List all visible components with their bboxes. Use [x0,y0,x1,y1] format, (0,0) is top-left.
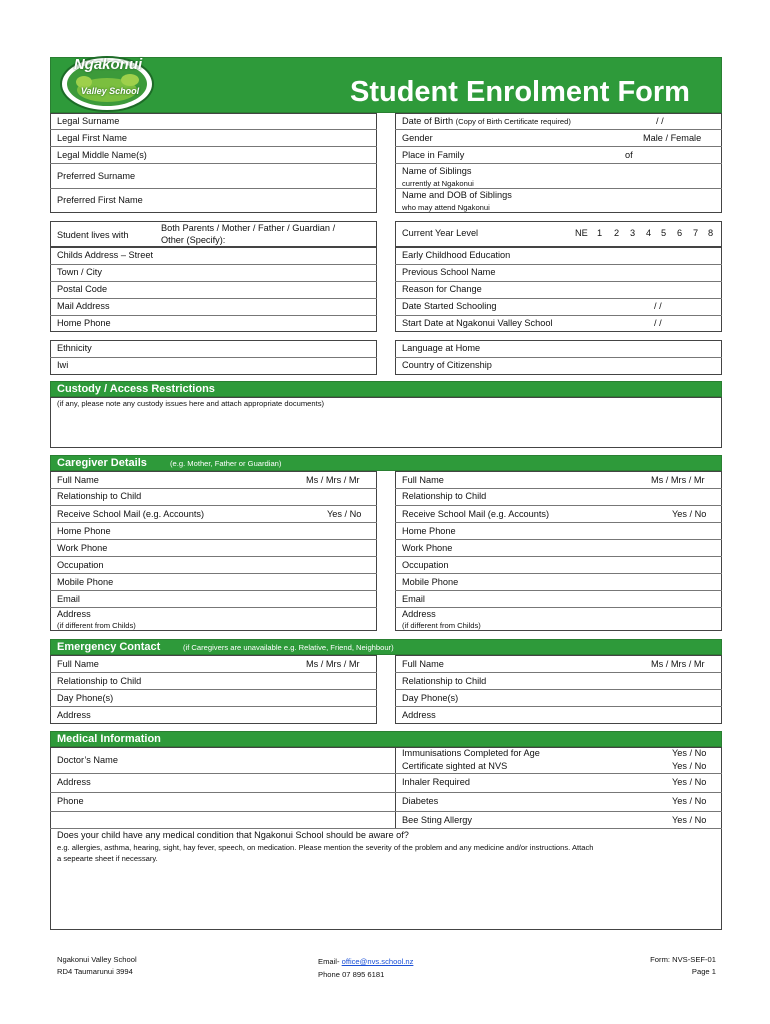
medical-title: Medical Information [57,733,161,745]
inhaler-yes-no: Yes / No [672,777,707,787]
cg1-home-phone: Home Phone [57,526,111,536]
caregiver-title: Caregiver Details [57,457,147,469]
emergency-title: Emergency Contact [57,641,161,653]
immunisations-label: Immunisations Completed for Age [402,748,540,758]
certificate-label: Certificate sighted at NVS [402,761,508,771]
siblings-note: currently at Ngakonui [402,179,474,188]
preferred-surname-label: Preferred Surname [57,171,136,181]
logo-text-bottom: Valley School [80,86,140,96]
postal-code-label: Postal Code [57,284,108,294]
previous-school-label: Previous School Name [402,267,496,277]
ethnicity-label: Ethnicity [57,343,92,353]
cg2-yes-no: Yes / No [672,509,707,519]
med-phone-label: Phone [57,796,84,806]
address-street-label: Childs Address – Street [57,250,154,260]
bee-sting-yes-no: Yes / No [672,815,707,825]
dob-label: Date of Birth (Copy of Birth Certificate required) [402,116,571,126]
year-option-1[interactable]: 1 [597,228,603,238]
place-in-family-label: Place in Family [402,150,465,160]
start-date-slashes: / / [654,318,662,328]
ec1-titles: Ms / Mrs / Mr [306,659,360,669]
current-year-label: Current Year Level [402,228,479,238]
footer-phone: Phone 07 895 6181 [318,970,385,979]
lives-with-label: Student lives with [57,230,129,240]
custody-note: (if any, please note any custody issues here and attach appropriate documents) [57,399,325,408]
immunisations-yes-no: Yes / No [672,748,707,758]
bee-sting-label: Bee Sting Allergy [402,815,472,825]
ec1-full-name: Full Name [57,659,99,669]
footer-email-link[interactable]: office@nvs.school.nz [341,957,414,966]
year-option-4[interactable]: 4 [646,228,652,238]
cg1-receive-mail: Receive School Mail (e.g. Accounts) [57,509,205,519]
footer-form-id: Form: NVS-SEF-01 [650,955,716,964]
year-option-7[interactable]: 7 [693,228,699,238]
year-option-5[interactable]: 5 [661,228,667,238]
dob-note: (Copy of Birth Certificate required) [455,117,571,126]
cg2-email: Email [402,594,425,604]
ec2-address: Address [402,710,436,720]
year-option-3[interactable]: 3 [630,228,636,238]
ec2-day-phone: Day Phone(s) [402,693,459,703]
ec2-full-name: Full Name [402,659,444,669]
cg2-address: Address [402,609,436,619]
cg2-occupation: Occupation [402,560,449,570]
ec1-address: Address [57,710,91,720]
mail-address-label: Mail Address [57,301,110,311]
cg2-address-note: (if different from Childs) [402,621,481,630]
footer-email-line: Email- office@nvs.school.nz [318,957,414,966]
certificate-yes-no: Yes / No [672,761,707,771]
cg2-work-phone: Work Phone [402,543,453,553]
logo-text-top: Ngakonui [73,56,143,73]
caregiver-hint: (e.g. Mother, Father or Guardian) [170,459,282,468]
inhaler-label: Inhaler Required [402,777,470,787]
citizenship-label: Country of Citizenship [402,360,492,370]
dob-slashes: / / [656,116,664,126]
gender-options: Male / Female [643,133,702,143]
early-childhood-label: Early Childhood Education [402,250,511,260]
ec1-day-phone: Day Phone(s) [57,693,114,703]
cg2-mobile-phone: Mobile Phone [402,577,459,587]
cg2-receive-mail: Receive School Mail (e.g. Accounts) [402,509,550,519]
legal-first-name-label: Legal First Name [57,133,127,143]
year-option-2[interactable]: 2 [614,228,620,238]
cg1-work-phone: Work Phone [57,543,108,553]
home-phone-label: Home Phone [57,318,111,328]
cg1-address-note: (if different from Childs) [57,621,136,630]
iwi-label: Iwi [57,360,69,370]
medical-question: Does your child have any medical condition that Ngakonui School should be aware of? [57,830,409,840]
cg1-mobile-phone: Mobile Phone [57,577,114,587]
ec1-relationship: Relationship to Child [57,676,142,686]
cg1-titles: Ms / Mrs / Mr [306,475,360,485]
siblings-label: Name of Siblings [402,166,472,176]
cg1-full-name: Full Name [57,475,99,485]
cg1-yes-no: Yes / No [327,509,362,519]
reason-change-label: Reason for Change [402,284,482,294]
year-option-8[interactable]: 8 [708,228,714,238]
cg2-home-phone: Home Phone [402,526,456,536]
medical-details-cont: a sepearte sheet if necessary. [57,854,158,863]
legal-middle-names-label: Legal Middle Name(s) [57,150,147,160]
diabetes-yes-no: Yes / No [672,796,707,806]
footer-school-address: RD4 Taumarunui 3994 [57,967,133,976]
date-started-label: Date Started Schooling [402,301,497,311]
siblings-dob-label: Name and DOB of Siblings [402,190,512,200]
year-option-6[interactable]: 6 [677,228,683,238]
footer-page-number: Page 1 [691,967,716,976]
cg1-relationship: Relationship to Child [57,491,142,501]
town-city-label: Town / City [57,267,102,277]
cg1-email: Email [57,594,80,604]
date-started-slashes: / / [654,301,662,311]
lives-with-options: Both Parents / Mother / Father / Guardian / [161,223,336,233]
gender-label: Gender [402,133,433,143]
siblings-dob-note: who may attend Ngakonui [402,203,490,212]
diabetes-label: Diabetes [402,796,439,806]
cg2-titles: Ms / Mrs / Mr [651,475,705,485]
medical-details: e.g. allergies, asthma, hearing, sight, hay fever, speech, on medication. Please mention the severity of the problem and any medicine and/or instructions. Attach [57,843,594,852]
lives-with-other: Other (Specify): [161,235,226,245]
legal-surname-label: Legal Surname [57,116,120,126]
ec2-relationship: Relationship to Child [402,676,487,686]
cg2-relationship: Relationship to Child [402,491,487,501]
place-of: of [625,150,633,160]
cg2-full-name: Full Name [402,475,444,485]
preferred-first-name-label: Preferred First Name [57,195,143,205]
custody-title: Custody / Access Restrictions [57,383,215,395]
doctor-label: Doctor’s Name [57,755,118,765]
med-address-label: Address [57,777,91,787]
emergency-hint: (if Caregivers are unavailable e.g. Relative, Friend, Neighbour) [183,643,394,652]
start-date-label: Start Date at Ngakonui Valley School [402,318,553,328]
cg1-occupation: Occupation [57,560,104,570]
page-title: Student Enrolment Form [350,76,690,108]
cg1-address: Address [57,609,91,619]
year-option-ne[interactable]: NE [575,228,588,238]
caregiver-header [50,455,722,471]
ec2-titles: Ms / Mrs / Mr [651,659,705,669]
language-label: Language at Home [402,343,481,353]
footer-school-name: Ngakonui Valley School [57,955,137,964]
